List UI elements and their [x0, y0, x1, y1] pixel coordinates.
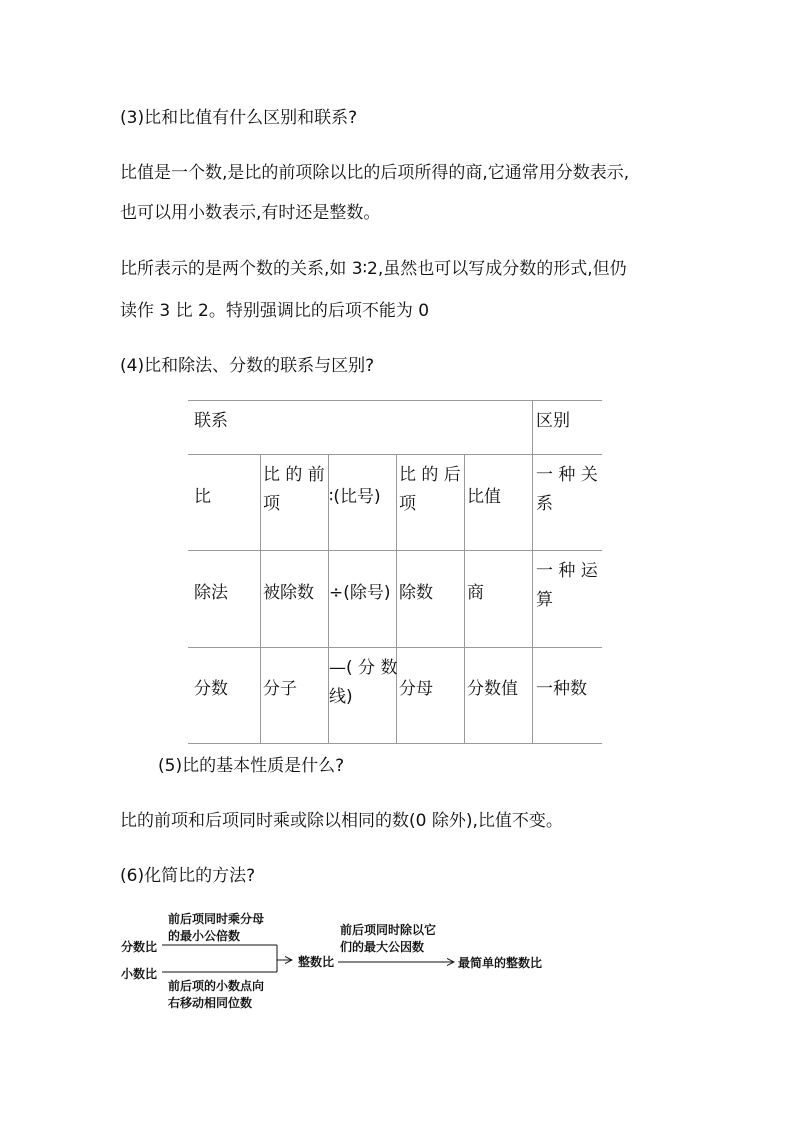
- q3-paragraph1-line1: 比值是一个数,是比的前项除以比的后项所得的商,它通常用分数表示,: [120, 163, 630, 183]
- table-border: [188, 550, 602, 551]
- flow-step-multiply-line1: 前后项同时乘分母: [168, 912, 265, 926]
- table-row-label: 除法: [194, 583, 228, 603]
- q4-title: (4)比和除法、分数的联系与区别?: [120, 356, 375, 376]
- table-cell: 被除数: [263, 583, 314, 603]
- table-border: [188, 454, 602, 455]
- table-border: [188, 400, 602, 401]
- flow-start-fraction: 分数比: [121, 940, 158, 954]
- table-row-label: 分数: [194, 679, 228, 699]
- flow-step-multiply-line2: 的最小公倍数: [168, 929, 241, 943]
- q6-title: (6)化简比的方法?: [120, 866, 256, 886]
- table-cell: 分母: [399, 679, 433, 699]
- flow-step-divide-line1: 前后项同时除以它: [340, 923, 437, 937]
- table-cell: 一种数: [536, 679, 587, 699]
- flow-start-decimal: 小数比: [121, 967, 158, 981]
- table-border: [260, 454, 261, 743]
- table-cell: 一 种 关 系: [536, 465, 598, 514]
- table-cell: 一 种 运 算: [536, 561, 598, 610]
- q3-paragraph1-line2: 也可以用小数表示,有时还是整数。: [120, 203, 381, 223]
- table-cell: 比值: [467, 487, 501, 507]
- table-cell: —( 分 数 线): [329, 658, 398, 707]
- table-cell: ∶(比号): [329, 487, 381, 507]
- q3-paragraph2-line2: 读作 3 比 2。特别强调比的后项不能为 0: [120, 301, 430, 321]
- table-cell: ÷(除号): [329, 583, 391, 603]
- comparison-table: [188, 400, 602, 743]
- flow-step-shift-line2: 右移动相同位数: [168, 996, 253, 1010]
- q3-title: (3)比和比值有什么区别和联系?: [120, 108, 358, 128]
- flow-step-divide-line2: 们的最大公因数: [340, 940, 425, 954]
- table-header-relation: 联系: [194, 411, 228, 431]
- table-cell: 比 的 后 项: [399, 465, 461, 514]
- table-border: [532, 400, 533, 743]
- table-cell: 分子: [263, 679, 297, 699]
- table-cell: 除数: [399, 583, 433, 603]
- flow-result: 最简单的整数比: [458, 956, 543, 970]
- table-cell: 比 的 前 项: [263, 465, 325, 514]
- q3-paragraph2-line1: 比所表示的是两个数的关系,如 3∶2,虽然也可以写成分数的形式,但仍: [120, 259, 627, 279]
- table-header-difference: 区别: [536, 411, 570, 431]
- table-row-label: 比: [194, 487, 211, 507]
- table-cell: 商: [467, 583, 484, 603]
- q5-title: (5)比的基本性质是什么?: [158, 756, 345, 776]
- flow-step-shift-line1: 前后项的小数点向: [168, 979, 265, 993]
- table-border: [188, 743, 602, 744]
- table-border: [464, 454, 465, 743]
- table-cell: 分数值: [467, 679, 518, 699]
- flow-middle-integer-ratio: 整数比: [298, 955, 335, 969]
- q5-answer: 比的前项和后项同时乘或除以相同的数(0 除外),比值不变。: [120, 811, 563, 831]
- table-border: [188, 647, 602, 648]
